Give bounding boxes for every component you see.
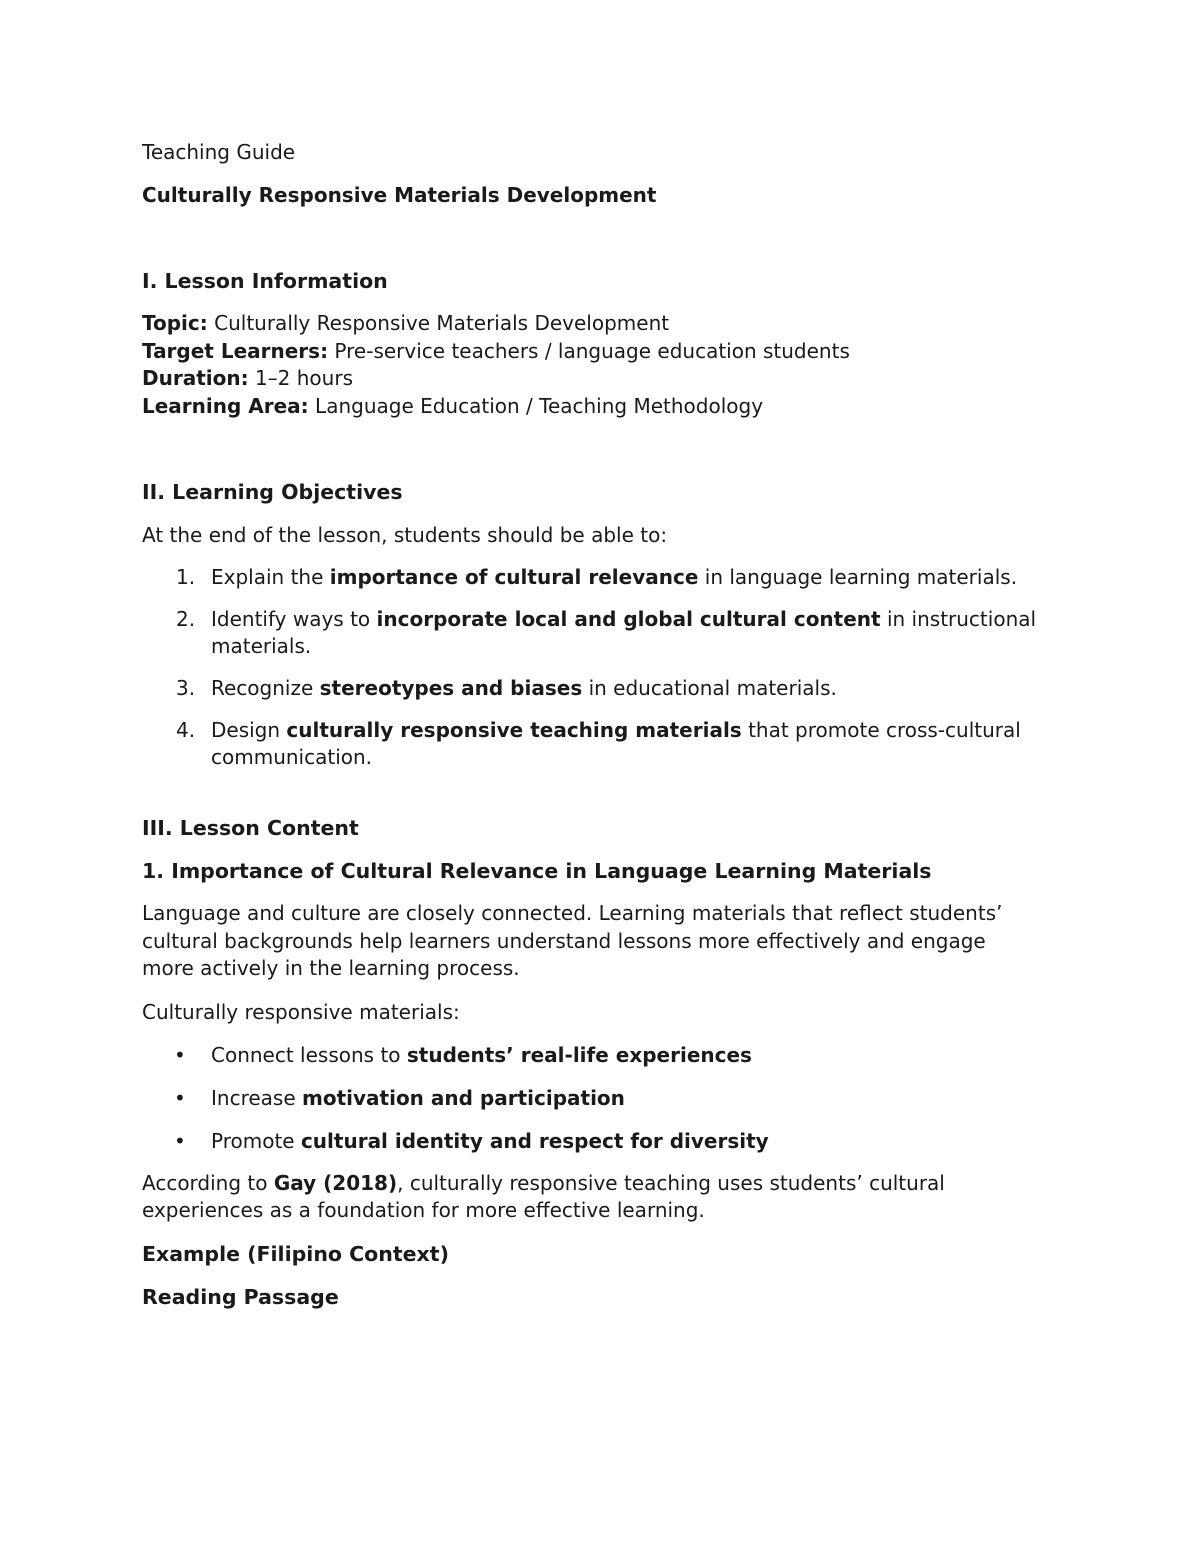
list-item [142,675,1042,702]
list-item [142,606,1042,660]
materials-bullet-list [142,1041,1042,1155]
list-number: 2. [176,607,196,631]
citation-paragraph [142,1170,1042,1225]
subsection-heading-cultural-relevance: 1. Importance of Cultural Relevance in Language Learning Materials [142,859,932,883]
info-value: Language Education / Teaching Methodology [308,393,764,418]
objective-text: Recognize [211,676,320,700]
bullet-icon: • [174,1128,186,1153]
objectives-list [142,564,1042,771]
list-item [142,1084,1042,1112]
list-number: 4. [176,718,196,742]
objective-text: in educational materials. [582,676,837,700]
citation-text: According to [142,1170,274,1195]
info-label: Duration: [142,366,249,390]
objective-emphasis: stereotypes and biases [319,676,583,700]
bullet-icon: • [174,1085,186,1110]
list-item [142,564,1042,591]
citation-reference: Gay (2018) [273,1170,398,1195]
list-item [142,717,1042,771]
bullet-text: Promote [211,1128,301,1153]
objective-text: Explain the [211,565,330,589]
info-label: Topic: [142,311,208,335]
document-page [142,138,1042,1311]
objective-emphasis: incorporate local and global cultural content [376,607,881,631]
reading-passage-heading: Reading Passage [142,1284,339,1309]
list-number: 1. [176,565,196,589]
info-label: Target Learners: [142,338,329,363]
objective-emphasis: importance of cultural relevance [329,565,699,589]
example-heading: Example (Filipino Context) [142,1241,449,1266]
info-label: Learning Area: [142,393,309,418]
info-topic [142,310,1042,338]
bullet-emphasis: cultural identity and respect for diversity [300,1128,769,1153]
info-value: 1–2 hours [248,366,353,390]
section-heading-lesson-content: III. Lesson Content [142,816,359,840]
info-value: Pre-service teachers / language education students [328,338,850,363]
document-subtitle: Culturally Responsive Materials Development [142,183,657,207]
section-heading-learning-objectives: II. Learning Objectives [142,480,403,504]
bullet-emphasis: students’ real-life experiences [406,1042,752,1067]
document-title: Teaching Guide [142,140,296,164]
lesson-information-block [142,310,1042,420]
list-number: 3. [176,676,196,700]
objective-text: that promote cross-cultural communication. [211,718,1021,769]
bullet-icon: • [174,1042,186,1067]
bullet-emphasis: motivation and participation [302,1085,625,1110]
objective-text: in language learning materials. [698,565,1018,589]
bullet-text: Connect lessons to [211,1042,407,1067]
info-duration [142,365,1042,393]
info-value: Culturally Responsive Materials Development [207,311,670,335]
citation-text: , culturally responsive teaching uses students’ cultural experiences as a foundation for more effective learning. [142,1170,945,1222]
body-paragraph: Language and culture are closely connected. Learning materials that reflect students’ cultural backgrounds help learners understand lessons more effectively and engage more actively in the learning process. [142,901,1003,980]
list-item [142,1127,1042,1155]
objective-text: Design [211,718,287,742]
objectives-intro: At the end of the lesson, students should be able to: [142,523,668,547]
objective-text: Identify ways to [211,607,377,631]
list-item [142,1041,1042,1069]
objective-emphasis: culturally responsive teaching materials [286,718,742,742]
info-learning-area [142,393,1042,421]
objective-text: in instructional materials. [211,607,1037,658]
section-heading-lesson-information: I. Lesson Information [142,269,388,293]
bullet-text: Increase [211,1085,302,1110]
materials-intro: Culturally responsive materials: [142,999,460,1024]
info-target-learners [142,338,1042,366]
